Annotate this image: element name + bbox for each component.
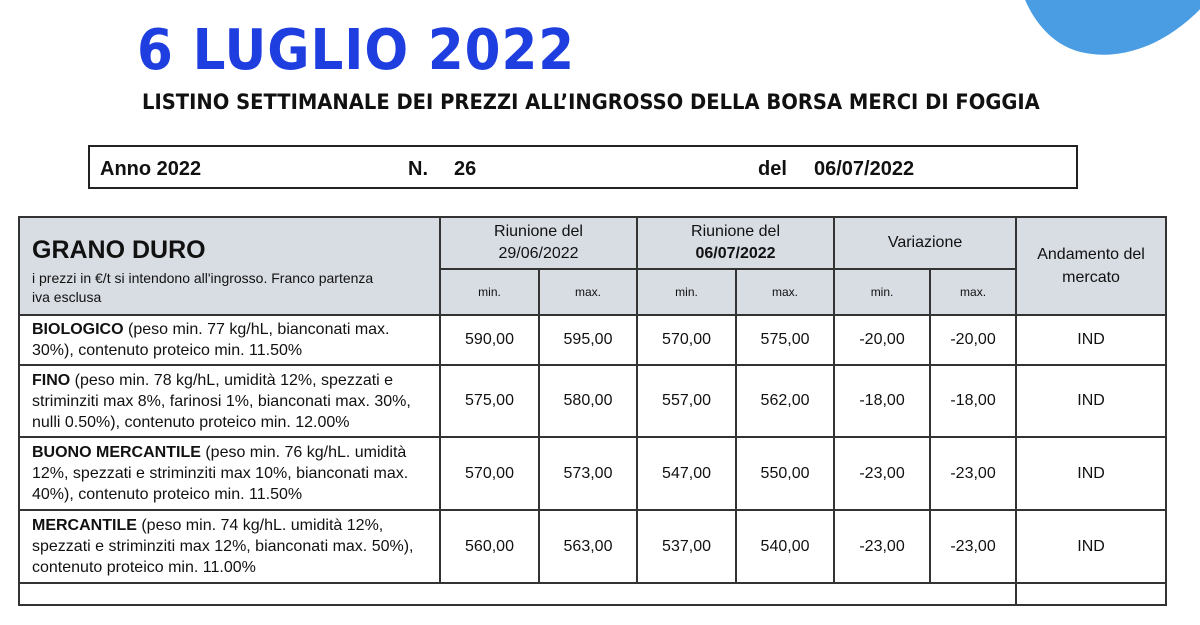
price-note-line2: iva esclusa (32, 289, 102, 305)
current-min-price: 547,00 (637, 437, 736, 510)
table-row (19, 315, 1166, 365)
row-description: BUONO MERCANTILE (peso min. 76 kg/hL. umidità 12%, spezzati e striminziti max 10%, bianconati max. 40%), contenuto proteico min. 11.50% (19, 437, 440, 510)
variation-min: -23,00 (834, 510, 930, 583)
variation-max: -23,00 (930, 437, 1016, 510)
variation-min: -23,00 (834, 437, 930, 510)
table-row (19, 365, 1166, 437)
max-header: max. (736, 269, 834, 315)
prev-max-price: 563,00 (539, 510, 637, 583)
table-row (19, 437, 1166, 510)
current-max-price-highlighted: 562,00 (736, 365, 834, 437)
row-description: MERCANTILE (peso min. 74 kg/hL. umidità 12%, spezzati e striminziti max 12%, bianconati max. 50%), contenuto proteico min. 11.00% (19, 510, 440, 583)
date-value: 06/07/2022 (814, 158, 915, 180)
year-label: Anno 2022 (100, 158, 202, 180)
max-header: max. (539, 269, 637, 315)
min-header: min. (637, 269, 736, 315)
prev-min-price: 590,00 (440, 315, 539, 365)
price-table (18, 216, 1167, 606)
date-label: del (758, 158, 787, 180)
table-row (19, 510, 1166, 583)
market-trend: IND (1016, 365, 1166, 437)
prev-min-price: 575,00 (440, 365, 539, 437)
row-description: BIOLOGICO (peso min. 77 kg/hL, bianconati max. 30%), contenuto proteico min. 11.50% (19, 315, 440, 365)
min-header: min. (834, 269, 930, 315)
price-note-line1: i prezzi in €/t si intendono all'ingrosso. Franco partenza (32, 270, 374, 286)
variation-min: -18,00 (834, 365, 930, 437)
prev-min-price: 570,00 (440, 437, 539, 510)
variation-max: -20,00 (930, 315, 1016, 365)
max-header: max. (930, 269, 1016, 315)
min-header: min. (440, 269, 539, 315)
market-trend-header: Andamento del mercato (1016, 217, 1166, 315)
variation-min: -20,00 (834, 315, 930, 365)
current-max-price: 575,00 (736, 315, 834, 365)
prev-max-price: 580,00 (539, 365, 637, 437)
current-max-price: 540,00 (736, 510, 834, 583)
prev-max-price: 573,00 (539, 437, 637, 510)
market-trend: IND (1016, 510, 1166, 583)
current-meeting-header: Riunione del 06/07/2022 (637, 217, 834, 269)
empty-row (19, 583, 1166, 605)
current-min-price: 537,00 (637, 510, 736, 583)
bulletin-info-box (88, 145, 1078, 189)
market-trend: IND (1016, 315, 1166, 365)
current-min-price: 570,00 (637, 315, 736, 365)
current-min-price-highlighted: 557,00 (637, 365, 736, 437)
empty-cell (1016, 583, 1166, 605)
current-max-price: 550,00 (736, 437, 834, 510)
variation-max: -23,00 (930, 510, 1016, 583)
prev-max-price: 595,00 (539, 315, 637, 365)
decorative-blue-shape (989, 0, 1200, 82)
market-trend: IND (1016, 437, 1166, 510)
prev-min-price: 560,00 (440, 510, 539, 583)
page-title: 6 LUGLIO 2022 (137, 18, 575, 83)
product-title: GRANO DURO (32, 236, 206, 264)
number-label: N. (408, 158, 428, 180)
row-description: FINO (peso min. 78 kg/hL, umidità 12%, spezzati e striminziti max 8%, farinosi 1%, bianconati max. 30%, nulli 0.50%), contenuto proteico min. 12.00% (19, 365, 440, 437)
variation-max: -18,00 (930, 365, 1016, 437)
product-header (19, 217, 440, 315)
number-value: 26 (454, 158, 477, 180)
empty-cell (19, 583, 1016, 605)
page-subtitle: LISTINO SETTIMANALE DEI PREZZI ALL’INGROSSO DELLA BORSA MERCI DI FOGGIA (142, 90, 1040, 114)
previous-meeting-header: Riunione del 29/06/2022 (440, 217, 637, 269)
variation-header: Variazione (834, 217, 1016, 269)
